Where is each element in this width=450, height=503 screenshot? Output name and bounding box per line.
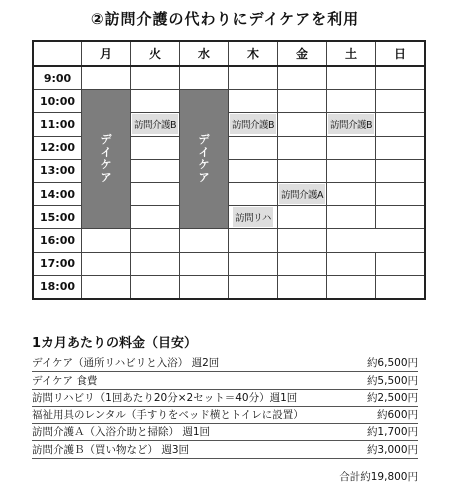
day-header-wed: 水 [180,41,229,66]
slot-cell [131,90,180,113]
slot-cell [131,275,180,299]
schedule-row-1700 [33,252,425,275]
event-home-care-b-thu: 訪問介護B [230,114,276,134]
slot-cell [376,113,426,136]
fee-amount: 約6,500円 [366,357,418,370]
fee-amount: 約5,500円 [366,374,418,387]
slot-cell [229,159,278,182]
fee-label: 訪問介護Ａ（入浴介助と掃除） 週1回 [32,426,211,439]
slot-cell [327,206,376,229]
slot-cell [82,229,131,252]
slot-cell [327,136,376,159]
slot-cell [229,136,278,159]
time-label: 15:00 [33,206,82,229]
slot-cell [376,206,426,229]
fee-label: 訪問リハビリ（1回あたり20分×2セット＝40分）週1回 [32,391,298,404]
fees-list [32,355,418,459]
slot-cell [327,275,376,299]
time-label: 12:00 [33,136,82,159]
slot-cell [229,66,278,90]
time-label: 10:00 [33,90,82,113]
slot-cell [180,252,229,275]
slot-cell [376,136,426,159]
slot-cell [376,66,426,90]
slot-cell [278,159,327,182]
day-header-fri: 金 [278,41,327,66]
weekly-schedule-table [32,40,426,300]
daycare-char: デ [100,132,112,146]
slot-cell [278,66,327,90]
slot-cell [278,182,327,205]
slot-cell [180,275,229,299]
daycare-char: ケ [198,158,210,172]
slot-cell [82,66,131,90]
slot-cell [180,229,229,252]
corner-cell [33,41,82,66]
schedule-header-row [33,41,425,66]
slot-cell [131,252,180,275]
slot-cell [278,252,327,275]
slot-cell [131,206,180,229]
event-home-care-b-sat: 訪問介護B [328,114,374,134]
fees-total: 合計約19,800円 [339,471,418,483]
fee-row [32,372,418,389]
fee-amount: 約2,500円 [366,391,418,404]
event-home-care-a-fri: 訪問介護A [279,184,325,204]
schedule-row-1600 [33,229,425,252]
slot-cell [327,159,376,182]
day-header-mon: 月 [82,41,131,66]
daycare-char: ア [100,170,112,184]
fee-label: 福祉用具のレンタル（手すりをベッド横とトイレに設置） [32,409,304,422]
time-label: 14:00 [33,182,82,205]
daycare-block-wed [180,90,229,229]
time-label: 13:00 [33,159,82,182]
daycare-char: イ [198,145,210,159]
slot-cell [131,66,180,90]
fee-row [32,390,418,407]
slot-cell [278,229,327,252]
fee-label: デイケア 食費 [32,374,98,387]
daycare-char: ケ [100,158,112,172]
schedule-row-1000 [33,90,425,113]
slot-cell [229,206,278,229]
slot-cell [82,252,131,275]
slot-cell [82,275,131,299]
slot-cell [327,252,376,275]
schedule-row-0900 [33,66,425,90]
slot-cell [327,90,376,113]
slot-cell [327,113,376,136]
event-home-care-b-tue: 訪問介護B [132,114,178,134]
daycare-char: デ [198,132,210,146]
slot-cell [278,113,327,136]
daycare-block-mon [82,90,131,229]
slot-cell [229,113,278,136]
slot-cell [376,182,426,205]
slot-cell [229,252,278,275]
day-header-tue: 火 [131,41,180,66]
slot-cell [278,90,327,113]
slot-cell [376,275,426,299]
fee-label: 訪問介護Ｂ（買い物など） 週3回 [32,443,190,456]
slot-cell [131,229,180,252]
slot-cell [131,182,180,205]
slot-cell [131,159,180,182]
slot-cell [229,229,278,252]
fee-row [32,355,418,372]
slot-cell [278,136,327,159]
daycare-char: ア [198,170,210,184]
slot-cell [131,113,180,136]
slot-cell [229,90,278,113]
slot-cell [278,206,327,229]
fee-amount: 約3,000円 [366,443,418,456]
time-label: 17:00 [33,252,82,275]
slot-cell [327,182,376,205]
page-title: ②訪問介護の代わりにデイケアを利用 [90,10,360,28]
slot-cell [131,136,180,159]
time-label: 9:00 [33,66,82,90]
day-header-sun: 日 [376,41,426,66]
fee-row [32,424,418,441]
slot-cell [278,275,327,299]
time-label: 18:00 [33,275,82,299]
fee-amount: 約600円 [376,409,418,422]
slot-cell [376,90,426,113]
fee-row [32,441,418,458]
fee-row [32,407,418,424]
daycare-char: イ [100,145,112,159]
schedule-row-1800 [33,275,425,299]
slot-cell [229,182,278,205]
fee-label: デイケア（通所リハビリと入浴） 週2回 [32,357,220,370]
slot-cell [327,66,376,90]
event-home-rehab-thu: 訪問リハ [233,207,273,227]
day-header-thu: 木 [229,41,278,66]
slot-cell [180,66,229,90]
slot-cell [229,275,278,299]
slot-cell [376,159,426,182]
day-header-sat: 土 [327,41,376,66]
slot-cell [376,252,426,275]
time-label: 11:00 [33,113,82,136]
fees-heading: 1カ月あたりの料金（目安） [32,336,198,351]
fee-amount: 約1,700円 [366,426,418,439]
time-label: 16:00 [33,229,82,252]
